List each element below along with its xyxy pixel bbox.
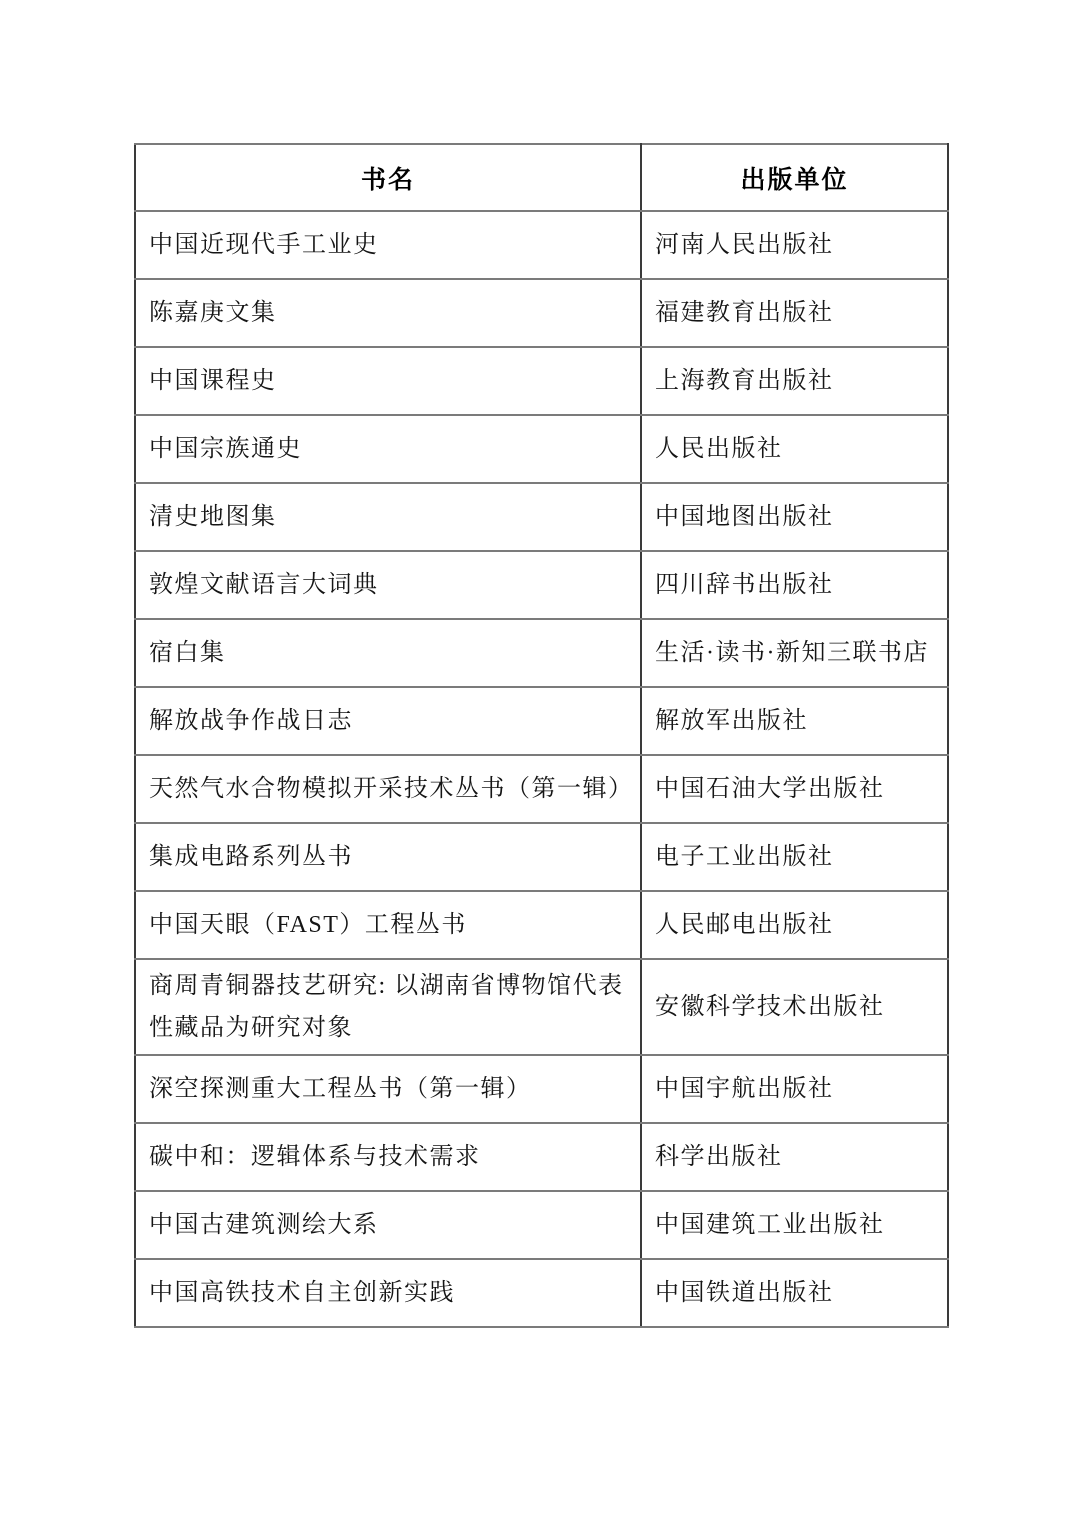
book-title-cell: 清史地图集 [135, 483, 641, 551]
book-title-cell: 碳中和：逻辑体系与技术需求 [135, 1123, 641, 1191]
table-row [135, 483, 948, 551]
publisher-cell: 解放军出版社 [641, 687, 948, 755]
publisher-cell: 上海教育出版社 [641, 347, 948, 415]
table-row [135, 415, 948, 483]
column-header-publisher: 出版单位 [641, 144, 948, 211]
column-header-title: 书名 [135, 144, 641, 211]
table-row [135, 891, 948, 959]
table-row [135, 1259, 948, 1327]
books-table [134, 143, 949, 1328]
table-row [135, 687, 948, 755]
book-title-cell: 陈嘉庚文集 [135, 279, 641, 347]
publisher-cell: 中国铁道出版社 [641, 1259, 948, 1327]
book-title-cell: 中国宗族通史 [135, 415, 641, 483]
publisher-cell: 河南人民出版社 [641, 211, 948, 279]
table-row [135, 1123, 948, 1191]
book-title-cell: 中国古建筑测绘大系 [135, 1191, 641, 1259]
table-row [135, 823, 948, 891]
book-title-cell: 敦煌文献语言大词典 [135, 551, 641, 619]
publisher-cell: 中国宇航出版社 [641, 1055, 948, 1123]
table-row [135, 211, 948, 279]
table-row [135, 1055, 948, 1123]
book-title-cell: 深空探测重大工程丛书（第一辑） [135, 1055, 641, 1123]
book-title-cell: 中国高铁技术自主创新实践 [135, 1259, 641, 1327]
table-row [135, 551, 948, 619]
publisher-cell: 生活·读书·新知三联书店 [641, 619, 948, 687]
table-header-row [135, 144, 948, 211]
book-title-cell: 中国天眼（FAST）工程丛书 [135, 891, 641, 959]
publisher-cell: 安徽科学技术出版社 [641, 959, 948, 1055]
book-title-cell: 集成电路系列丛书 [135, 823, 641, 891]
publisher-cell: 中国建筑工业出版社 [641, 1191, 948, 1259]
book-title-cell: 天然气水合物模拟开采技术丛书（第一辑） [135, 755, 641, 823]
table-row [135, 619, 948, 687]
book-title-cell: 中国课程史 [135, 347, 641, 415]
publisher-cell: 科学出版社 [641, 1123, 948, 1191]
publisher-cell: 中国石油大学出版社 [641, 755, 948, 823]
table-row [135, 279, 948, 347]
table-row [135, 347, 948, 415]
book-title-cell: 商周青铜器技艺研究: 以湖南省博物馆代表性藏品为研究对象 [135, 959, 641, 1055]
table-row [135, 1191, 948, 1259]
publisher-cell: 人民出版社 [641, 415, 948, 483]
publisher-cell: 四川辞书出版社 [641, 551, 948, 619]
publisher-cell: 电子工业出版社 [641, 823, 948, 891]
table-row [135, 755, 948, 823]
book-title-cell: 宿白集 [135, 619, 641, 687]
publisher-cell: 中国地图出版社 [641, 483, 948, 551]
table-row [135, 959, 948, 1055]
publisher-cell: 人民邮电出版社 [641, 891, 948, 959]
book-title-cell: 解放战争作战日志 [135, 687, 641, 755]
book-title-cell: 中国近现代手工业史 [135, 211, 641, 279]
publisher-cell: 福建教育出版社 [641, 279, 948, 347]
